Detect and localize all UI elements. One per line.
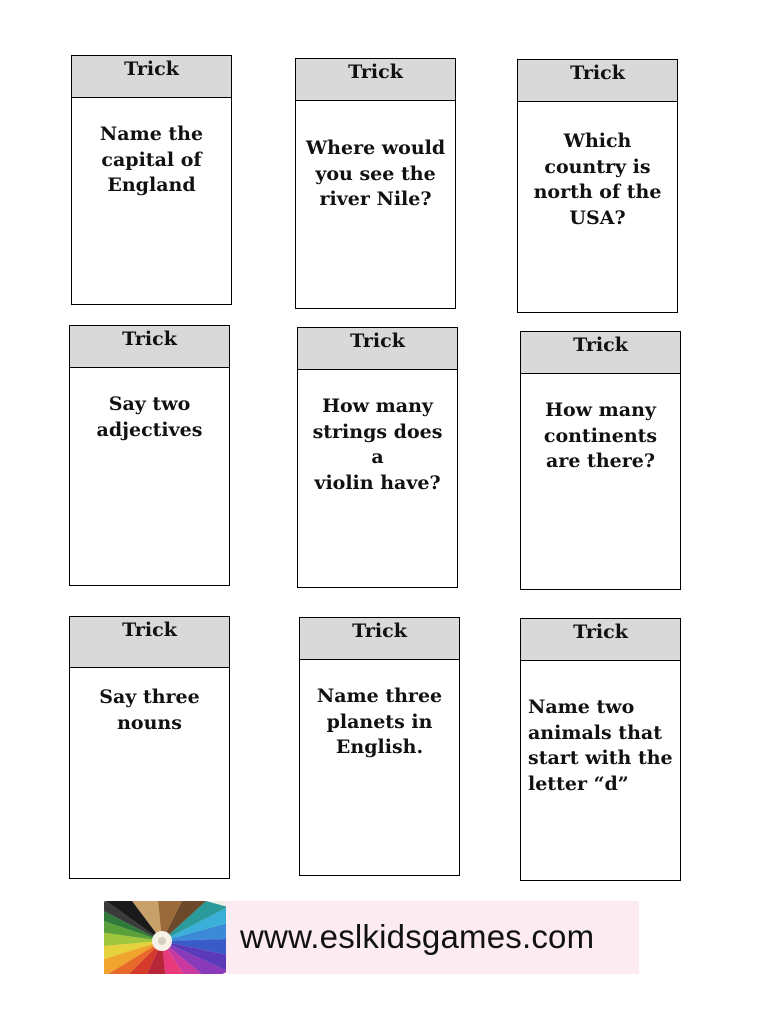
trick-card-8	[299, 617, 460, 876]
trick-card-7	[69, 616, 230, 879]
trick-card-2	[295, 58, 456, 309]
card-question: How many strings does a violin have?	[312, 395, 443, 494]
card-header: Trick	[296, 59, 455, 101]
card-header: Trick	[70, 326, 229, 368]
card-question: How many continents are there?	[543, 399, 658, 472]
card-question: Where would you see the river Nile?	[305, 137, 446, 210]
card-question: Say three nouns	[99, 686, 200, 734]
colored-pencils-icon	[104, 901, 226, 974]
trick-card-4	[69, 325, 230, 586]
trick-card-9	[520, 618, 681, 881]
card-header: Trick	[298, 328, 457, 370]
card-header: Trick	[300, 618, 459, 660]
card-header: Trick	[72, 56, 231, 98]
trick-card-1	[71, 55, 232, 305]
card-question: Which country is north of the USA?	[533, 130, 662, 229]
site-url: www.eslkidsgames.com	[240, 918, 595, 955]
card-header: Trick	[521, 332, 680, 374]
card-header: Trick	[70, 617, 229, 668]
site-banner	[104, 901, 639, 974]
card-header: Trick	[518, 60, 677, 102]
trick-card-6	[520, 331, 681, 590]
card-question: Say two adjectives	[96, 393, 203, 441]
card-question: Name three planets in English.	[316, 685, 443, 758]
trick-card-3	[517, 59, 678, 313]
card-question: Name two animals that start with the letter “d”	[528, 696, 673, 795]
trick-card-5	[297, 327, 458, 588]
card-question: Name the capital of England	[99, 123, 204, 196]
card-header: Trick	[521, 619, 680, 661]
